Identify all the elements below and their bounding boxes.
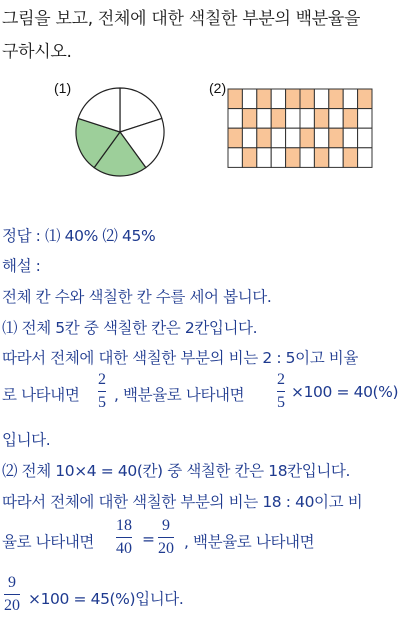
explanation-line-8: ⑵ 전체 10×4 = 40(칸) 중 색칠한 칸은 18칸입니다. [2,462,350,480]
fraction-denominator: 20 [4,597,20,614]
grid-cell [242,89,256,109]
fraction-numerator: 2 [98,371,106,388]
fraction-numerator: 18 [116,517,132,534]
explanation-line-9: 따라서 전체에 대한 색칠한 부분의 비는 18 : 40이고 비 [2,493,363,511]
figure-1-label: (1) [54,80,72,96]
grid-cell-shaded [329,89,343,109]
pie-figure [74,86,166,178]
grid-cell [300,148,314,168]
grid-cell [329,109,343,129]
explanation-line-11: ×100 = 45(%)입니다. [28,590,184,608]
fraction-numerator: 9 [162,517,170,534]
grid-cell [242,128,256,148]
grid-cell [271,148,285,168]
question-line-1: 그림을 보고, 전체에 대한 색칠한 부분의 백분율을 [2,9,361,29]
grid-cell-shaded [286,89,300,109]
grid-figure [227,88,373,168]
grid-cell-shaded [300,128,314,148]
fraction-numerator: 2 [277,371,285,388]
grid-cell [358,128,372,148]
grid-cell-shaded [228,89,242,109]
fraction-denominator: 40 [116,540,132,557]
grid-cell [300,109,314,129]
grid-cell-shaded [314,109,328,129]
grid-cell [343,89,357,109]
grid-cell [358,148,372,168]
grid-cell-shaded [343,109,357,129]
explanation-line-4: ⑴ 전체 5칸 중 색칠한 칸은 2칸입니다. [2,319,258,337]
grid-cell-shaded [257,128,271,148]
figure-2-label: (2) [209,80,227,96]
fraction-denominator: 20 [158,540,174,557]
explanation-line-5: 따라서 전체에 대한 색칠한 부분의 비는 2 : 5이고 비율 [2,349,358,367]
grid-cell-shaded [228,128,242,148]
grid-cell [314,128,328,148]
grid-cell-shaded [329,128,343,148]
explanation-line-10c: , 백분율로 나타내면 [184,533,315,551]
grid-cell-shaded [242,148,256,168]
explanation-line-6c: ×100 = 40(%) [291,383,399,401]
grid-cell-shaded [271,109,285,129]
explanation-line-6b: , 백분율로 나타내면 [114,386,245,404]
fraction-18-40 [116,518,132,557]
grid-cell [329,148,343,168]
grid-cell [286,128,300,148]
fraction-2-5 [98,372,106,411]
grid-cell [257,109,271,129]
question-line-2: 구하시오. [2,42,72,62]
grid-cell [358,109,372,129]
grid-cell [271,128,285,148]
grid-cell [286,109,300,129]
grid-cell [343,128,357,148]
grid-cell [228,148,242,168]
grid-cell [314,89,328,109]
fraction-2-5-second [277,372,285,411]
grid-cell-shaded [286,148,300,168]
grid-cell [228,109,242,129]
fraction-9-20 [158,518,174,557]
grid-cell [257,148,271,168]
explanation-line-6a: 로 나타내면 [2,386,80,404]
grid-cell-shaded [343,148,357,168]
fraction-numerator: 9 [8,574,16,591]
explanation-heading: 해설 : [2,257,41,275]
explanation-line-3: 전체 칸 수와 색칠한 칸 수를 세어 봅니다. [2,288,272,306]
fraction-denominator: 5 [277,394,285,411]
grid-cell-shaded [242,109,256,129]
grid-cell-shaded [358,89,372,109]
fraction-9-20-second [4,575,20,614]
grid-cell-shaded [300,89,314,109]
equals-sign: = [142,530,155,548]
grid-cell-shaded [257,89,271,109]
explanation-line-7: 입니다. [2,431,51,449]
grid-cell-shaded [314,148,328,168]
answer-line: 정답 : ⑴ 40% ⑵ 45% [2,227,156,245]
explanation-line-10a: 율로 나타내면 [2,533,94,551]
grid-cell [271,89,285,109]
fraction-denominator: 5 [98,394,106,411]
